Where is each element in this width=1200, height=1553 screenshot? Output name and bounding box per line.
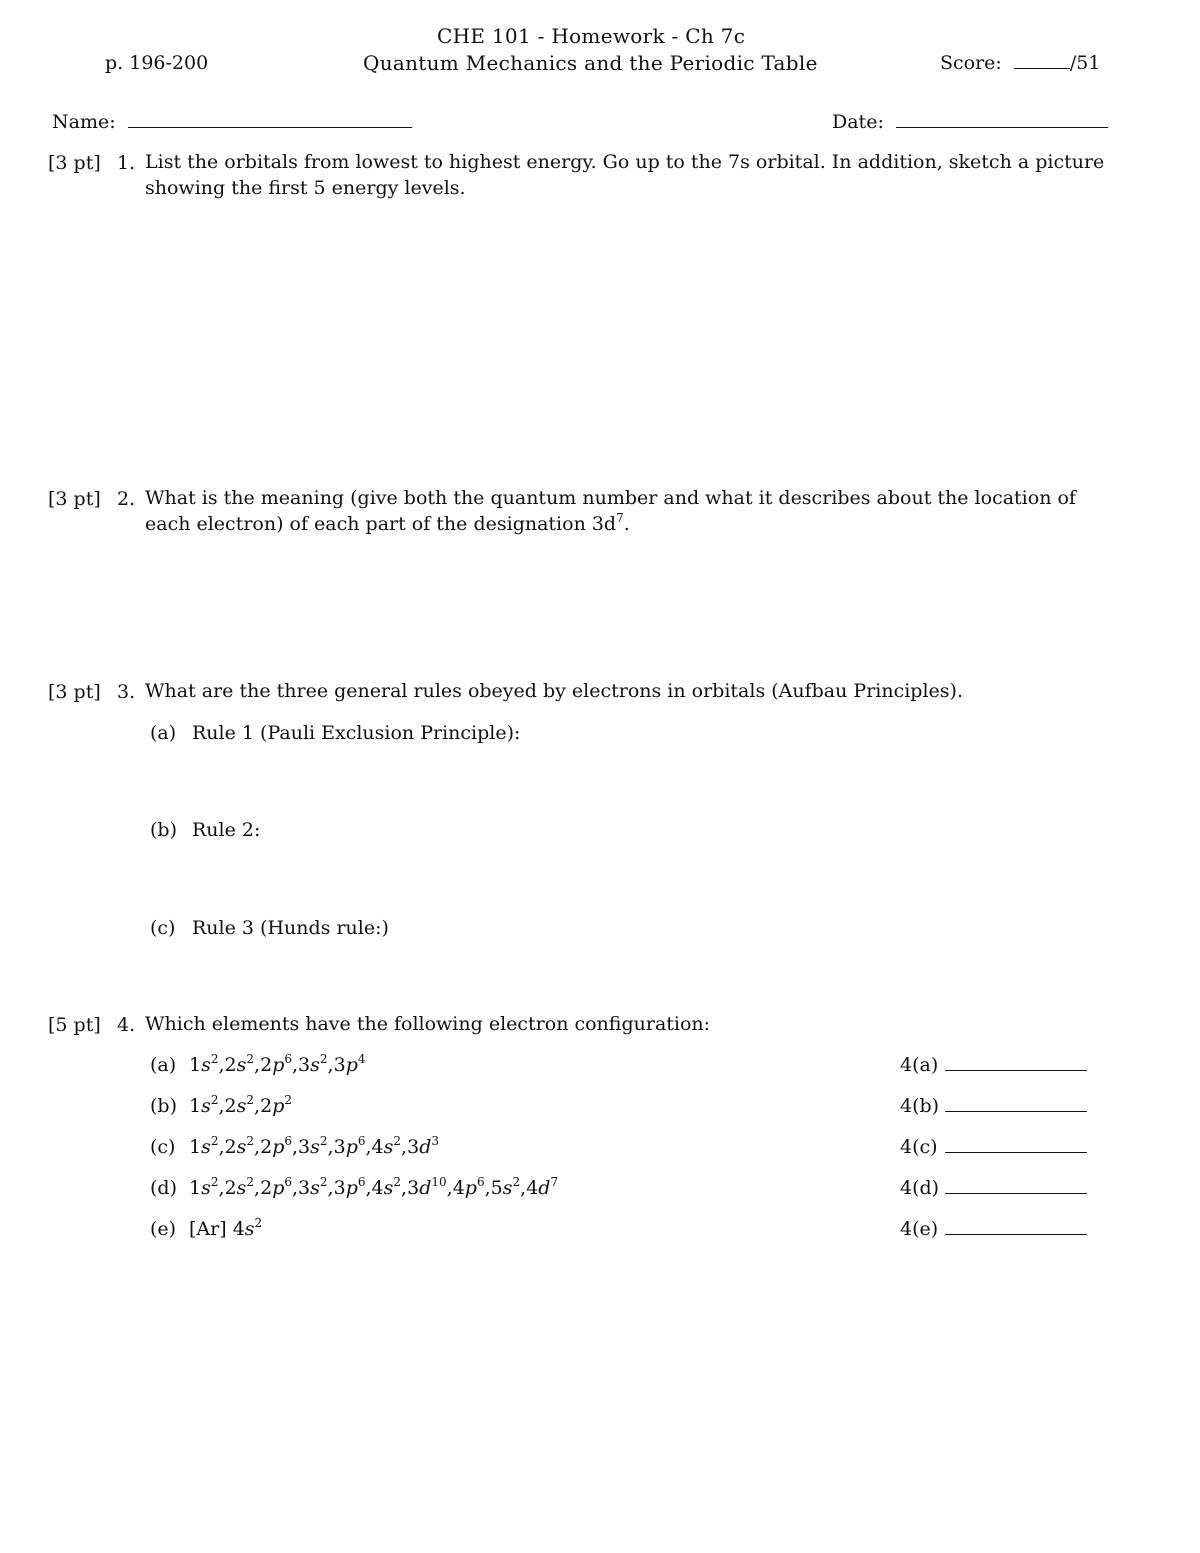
- subpart-label: (e): [150, 1218, 177, 1240]
- answer-blank[interactable]: [945, 1111, 1087, 1112]
- question-number: 3.: [117, 681, 136, 703]
- question-points: [5 pt]: [48, 1014, 101, 1036]
- score-label: Score:: [940, 52, 1002, 74]
- question-points: [3 pt]: [48, 681, 101, 703]
- question-text: What is the meaning (give both the quantum number and what it describes about the location of each electron) of each part of the designation $3d^7$.: [145, 487, 1076, 535]
- answer-label: 4(e): [900, 1218, 939, 1240]
- question-text: Which elements have the following electron configuration:: [145, 1013, 711, 1035]
- subpart-text: Rule 3 (Hunds rule:): [192, 917, 389, 939]
- subpart-text: Rule 2:: [192, 819, 261, 841]
- name-label: Name:: [52, 111, 116, 133]
- answer-label: 4(a): [900, 1054, 939, 1076]
- answer-blank[interactable]: [945, 1152, 1087, 1153]
- subpart-text: Rule 1 (Pauli Exclusion Principle):: [192, 722, 521, 744]
- electron-configuration: $1s^2,2s^2,2p^2$: [189, 1093, 292, 1117]
- subpart-label: (c): [150, 1136, 176, 1158]
- answer-blank[interactable]: [945, 1234, 1087, 1235]
- page-range: p. 196-200: [105, 52, 209, 74]
- date-blank[interactable]: [896, 127, 1108, 128]
- page-subtitle: Quantum Mechanics and the Periodic Table: [363, 51, 818, 75]
- subpart-label: (b): [150, 1095, 177, 1117]
- answer-label: 4(b): [900, 1095, 940, 1117]
- question-number: 2.: [117, 488, 136, 510]
- electron-configuration: $1s^2,2s^2,2p^6,3s^2,3p^4$: [189, 1052, 366, 1076]
- date-label: Date:: [832, 111, 884, 133]
- question-text: List the orbitals from lowest to highest energy. Go up to the 7s orbital. In addition, sketch a picture showing the first 5 energy levels.: [145, 151, 1105, 199]
- question-number: 1.: [117, 152, 136, 174]
- subpart-label: (a): [150, 722, 177, 744]
- subpart-label: (c): [150, 917, 176, 939]
- subpart-label: (d): [150, 1177, 177, 1199]
- answer-blank[interactable]: [945, 1193, 1087, 1194]
- electron-configuration: [Ar] $4s^2$: [189, 1216, 263, 1240]
- question-points: [3 pt]: [48, 488, 101, 510]
- name-blank[interactable]: [128, 127, 412, 128]
- score-blank[interactable]: [1014, 68, 1070, 69]
- electron-configuration: $1s^2,2s^2,2p^6,3s^2,3p^6,4s^2,3d^{10},4p^6,5s^2,4d^7$: [189, 1175, 559, 1199]
- answer-label: 4(d): [900, 1177, 940, 1199]
- question-points: [3 pt]: [48, 152, 101, 174]
- subpart-label: (a): [150, 1054, 177, 1076]
- score-total: /51: [1069, 52, 1101, 74]
- electron-configuration: $1s^2,2s^2,2p^6,3s^2,3p^6,4s^2,3d^3$: [189, 1134, 439, 1158]
- question-text: What are the three general rules obeyed by electrons in orbitals (Aufbau Principles).: [145, 680, 963, 702]
- date-field: [832, 111, 1108, 133]
- answer-blank[interactable]: [945, 1070, 1087, 1071]
- course-title: CHE 101 - Homework - Ch 7c: [437, 24, 746, 48]
- question-number: 4.: [117, 1014, 136, 1036]
- subpart-label: (b): [150, 819, 177, 841]
- score-field: [940, 52, 1100, 74]
- name-field: [52, 111, 412, 133]
- answer-label: 4(c): [900, 1136, 938, 1158]
